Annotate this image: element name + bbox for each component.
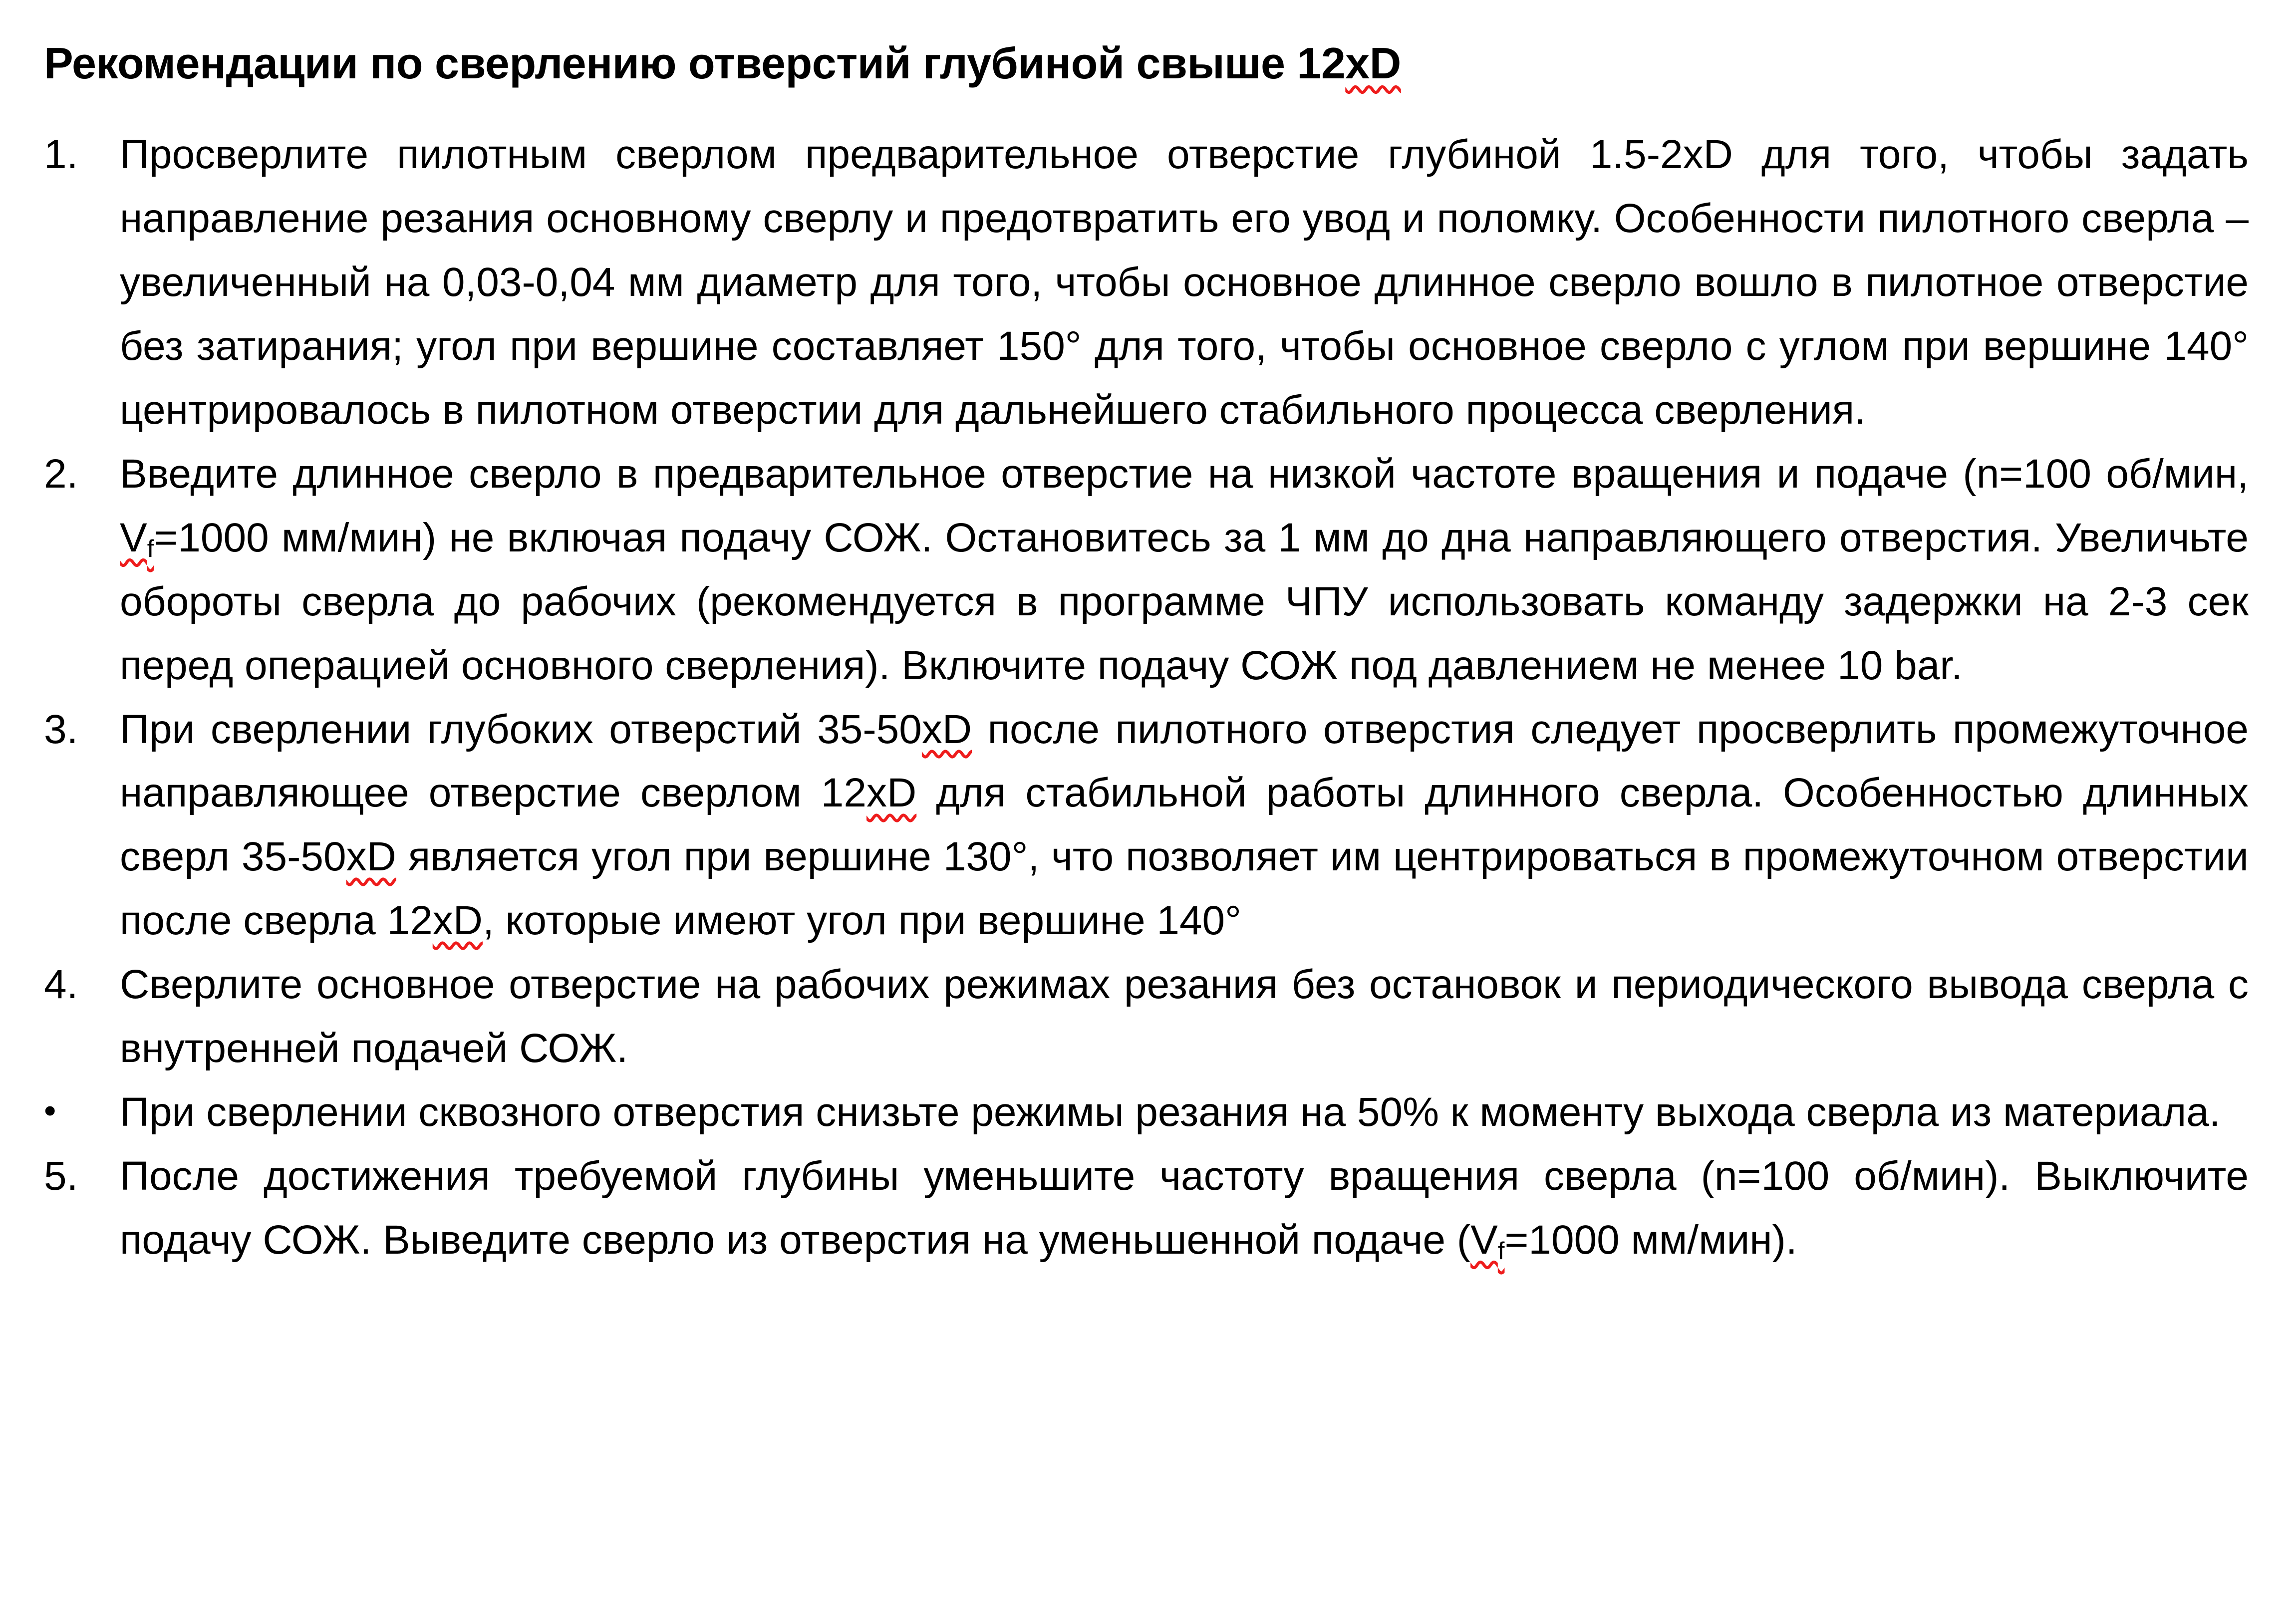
list-item-text — [120, 442, 2249, 698]
list-item-text — [120, 1080, 2249, 1144]
spellcheck-squiggle-text: xD — [346, 834, 396, 880]
text-segment: =1000 мм/мин) не включая подачу СОЖ. Остановитесь за 1 мм до дна направляющего отверстия. Увеличьте обороты сверла до рабочих (рекомендуется в программе ЧПУ использовать команду задержки на 2-3 сек перед операцией основного сверления). Включите подачу СОЖ под давлением не менее 10 bar. — [120, 515, 2249, 688]
number-marker: 2. — [44, 451, 78, 497]
spellcheck-squiggle-text: V — [1470, 1217, 1498, 1263]
list-item — [44, 123, 2249, 442]
list-item — [44, 442, 2249, 698]
text-segment: для стабильной работы длинного сверла. Особенностью длинных сверл 35-50 — [120, 770, 2249, 880]
text-segment: после пилотного отверстия следует просверлить промежуточное направляющее отверстие сверлом 12 — [120, 706, 2249, 816]
number-marker: 1. — [44, 132, 78, 178]
text-segment: Введите длинное сверло в предварительное отверстие на низкой частоте вращения и подаче (n=100 об/мин, — [120, 451, 2249, 497]
text-segment: После достижения требуемой глубины уменьшите частоту вращения сверла (n=100 об/мин). Выключите подачу СОЖ. Выведите сверло из отверстия на уменьшенной подаче ( — [120, 1153, 2249, 1263]
spellcheck-squiggle-text: V — [120, 515, 147, 560]
list-item — [44, 1144, 2249, 1272]
list-item — [44, 953, 2249, 1080]
number-marker: 5. — [44, 1153, 78, 1199]
list-item-text — [120, 953, 2249, 1080]
spellcheck-squiggle-text: xD — [432, 898, 483, 944]
bullet-marker: • — [44, 1090, 56, 1130]
text-segment: При сверлении глубоких отверстий 35-50 — [120, 706, 922, 752]
number-marker: 3. — [44, 706, 78, 752]
list-item-text — [120, 1144, 2249, 1272]
recommendations-list — [44, 123, 2249, 1272]
text-segment: Просверлите пилотным сверлом предварительное отверстие глубиной 1.5-2xD для того, чтобы задать направление резания основному сверлу и предотвратить его увод и поломку. Особенности пилотного сверла – увеличенный на 0,03-0,04 мм диаметр для того, чтобы основное длинное сверло вошло в пилотное отверстие без затирания; угол при вершине составляет 150° для того, чтобы основное сверло с углом при вершине 140° центрировалось в пилотном отверстии для дальнейшего стабильного процесса сверления. — [120, 132, 2249, 433]
text-segment: =1000 мм/мин). — [1504, 1217, 1797, 1263]
spellcheck-squiggle-text: xD — [921, 706, 972, 752]
document-title — [44, 35, 2249, 92]
list-item-text — [120, 698, 2249, 953]
list-item — [44, 698, 2249, 953]
list-item — [44, 1080, 2249, 1144]
spellcheck-squiggle-text: f — [147, 534, 154, 562]
spellcheck-squiggle-text: f — [1497, 1237, 1505, 1265]
list-item-text — [120, 123, 2249, 442]
text-segment: Сверлите основное отверстие на рабочих режимах резания без остановок и периодического вывода сверла с внутренней подачей СОЖ. — [120, 962, 2249, 1071]
number-marker: 4. — [44, 962, 78, 1008]
text-segment: является угол при вершине 130°, что позволяет им центрироваться в промежуточном отверстии после сверла 12 — [120, 834, 2249, 944]
spellcheck-squiggle-text: xD — [1345, 38, 1401, 88]
text-segment: , которые имеют угол при вершине 140° — [482, 898, 1241, 944]
spellcheck-squiggle-text: xD — [866, 770, 917, 816]
text-segment: Рекомендации по сверлению отверстий глубиной свыше 12 — [44, 38, 1346, 88]
text-segment: При сверлении сквозного отверстия снизьте режимы резания на 50% к моменту выхода сверла из материала. — [120, 1089, 2221, 1135]
